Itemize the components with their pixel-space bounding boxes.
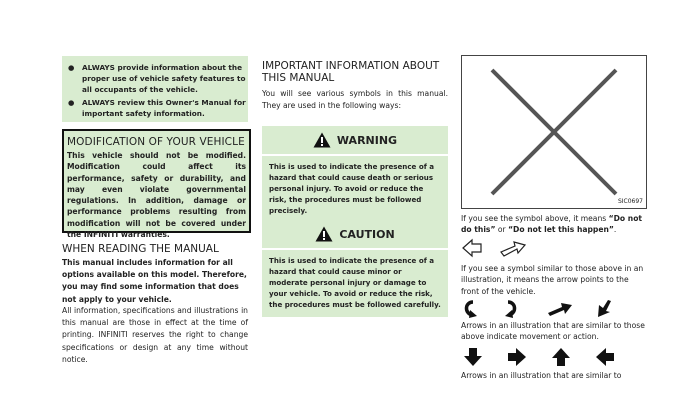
arrow-caption-1: If you see a symbol similar to those above in an illustration, it means the arrow points to the front of the vehicle. [461,264,644,296]
figure-code: SIC0697 [617,198,643,205]
caution-block [262,220,448,317]
caution-triangle-icon [315,226,333,242]
symbol-caption-quote-2: “Do not let this happen” [508,225,614,235]
caution-header [262,220,448,248]
warning-text: This is used to indicate the presence of a hazard that could cause death or serious personal injury. To avoid or reduce the risk, the procedures must be followed precisely. [262,156,448,223]
arrow-caption-2: Arrows in an illustration that are similar to those above indicate movement or action. [461,321,645,342]
warning-triangle-icon [313,132,331,148]
arrow-right-icon [507,347,527,367]
symbol-caption-prefix: If you see the symbol above, it means [461,214,609,223]
bullet-item [68,97,246,119]
arrow-left-icon [595,347,615,367]
symbol-caption [461,213,647,236]
important-heading: IMPORTANT INFORMATION ABOUT THIS MANUAL [262,60,440,84]
caution-text: This is used to indicate the presence of a hazard that could cause minor or moderate personal injury or damage to your vehicle. To avoid or reduce the risk, the procedures must be followed carefully. [262,250,448,317]
arrow-up-icon [551,347,571,367]
bullet-item [68,62,246,95]
diagonal-arrow-up-right-icon [547,301,573,317]
bullet-dot-icon: ● [68,98,75,107]
symbol-caption-mid: or [495,225,509,235]
warning-block [262,126,448,223]
reading-text: All information, specifications and illustrations in this manual are those in effect at the time of printing. INFINITI reserves the right to change specifications or design at any time without notice. [62,306,248,364]
modification-heading: MODIFICATION OF YOUR VEHICLE [67,136,245,148]
outline-arrow-left-icon [461,238,483,258]
bullet-text: ALWAYS provide information about the proper use of vehicle safety features to all occupants of the vehicle. [82,63,246,94]
diagonal-arrow-down-left-icon [595,299,613,319]
warning-label: WARNING [336,133,398,147]
prohibition-figure [461,55,647,209]
important-text: You will see various symbols in this manual. They are used in the following ways: [262,89,448,110]
cross-x-icon [462,56,646,208]
symbol-caption-suffix: . [613,225,617,235]
outline-arrow-up-right-icon [499,238,527,258]
bullet-text: ALWAYS review this Owner's Manual for important safety information. [82,98,246,118]
curved-arrow-right-icon [503,299,521,319]
curved-arrow-left-icon [461,299,479,319]
reading-heading: WHEN READING THE MANUAL [62,243,219,255]
modification-text: This vehicle should not be modified. Modification could affect its performance, safety or durability, and may even violate governmental regulations. In addition, damage or performance problems resulting from modification will not be covered under the INFINITI warranties. [67,151,246,240]
bullet-dot-icon: ● [68,63,75,72]
reading-bold-text: This manual includes information for all options available on this model. Therefore, you may find some information that does not apply to your vehicle. [62,258,247,304]
warning-header [262,126,448,154]
arrow-down-icon [463,347,483,367]
symbol-caption-quote-1: “Do not do this” [461,214,643,235]
safety-bullets-panel [62,56,248,122]
arrow-caption-3: Arrows in an illustration that are similar to [461,371,622,380]
modification-box [62,129,251,240]
caution-label: CAUTION [339,227,395,241]
